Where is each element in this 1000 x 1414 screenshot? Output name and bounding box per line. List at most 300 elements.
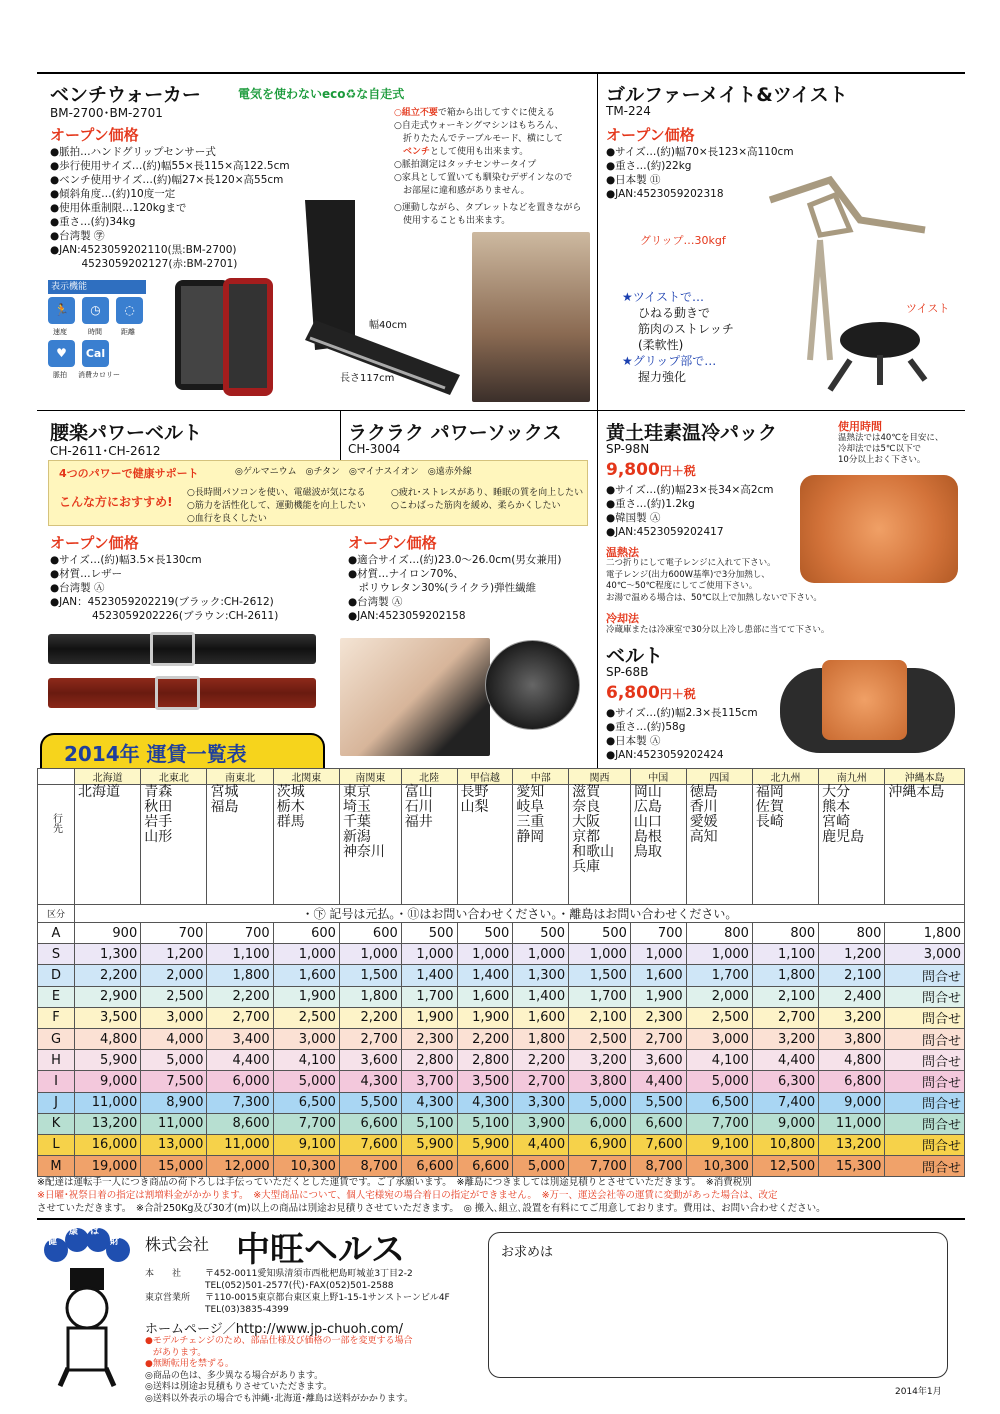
power-label: 4つのパワーで健康サポート: [59, 467, 199, 480]
spec-line: ●韓国製 Ⓐ: [606, 512, 661, 524]
cold-method-title: 冷却法: [606, 612, 639, 625]
feature-line: お部屋に違和感がありません。: [394, 186, 530, 196]
destination-name: 埼玉: [342, 799, 371, 815]
rate-class: M: [38, 1156, 75, 1177]
destination-cell: [819, 785, 885, 905]
belt-pack: [822, 660, 907, 740]
rate-cell: 2,300: [630, 1007, 686, 1028]
rate-cell: 2,500: [141, 986, 207, 1007]
recommend-item: ○血行を良くしたい: [187, 514, 267, 524]
product-photo-socks-sole: [485, 640, 580, 730]
spec-line: ●材質…レザー: [50, 568, 123, 580]
rate-cell: 1,100: [207, 944, 273, 965]
rate-note-row: [38, 905, 965, 923]
rate-cell: 5,100: [401, 1113, 457, 1134]
spec-line: ●脈拍…ハンドグリップセンサー式: [50, 146, 216, 158]
power-item: ◎マイナスイオン: [349, 467, 419, 477]
spec-list: [50, 553, 278, 623]
fine-line: ●モデルチェンジのため、部品仕様及び価格の一部を変更する場合: [145, 1336, 413, 1346]
rate-cell: 1,400: [401, 965, 457, 986]
fine-line: ●無断転用を禁ずる。: [145, 1359, 234, 1369]
row-label: 行先: [50, 813, 62, 833]
rate-class: J: [38, 1092, 75, 1113]
order-label: お求めは: [501, 1245, 554, 1260]
rate-cell: 問合せ: [885, 1007, 965, 1028]
note-line: ※日曜･祝祭日着の指定は割増料金がかかります。 ※大型商品について、個人宅様宛の場合着日の指定ができません。 ※万一、運送会社等の運賃に変動があった場合は、改定: [37, 1190, 778, 1201]
spec-line: ポリウレタン30%(ライクラ)弾性繊維: [348, 582, 537, 594]
spec-line: ●JAN：4523059202219(ブラック:CH-2612): [50, 596, 274, 608]
rate-cell: 900: [75, 923, 141, 944]
rate-cell: 1,000: [686, 944, 752, 965]
rate-cell: 8,900: [141, 1092, 207, 1113]
rate-cell: 7,400: [752, 1092, 818, 1113]
product-title: ラクラク パワーソックス: [348, 422, 562, 444]
rate-cell: 1,000: [457, 944, 513, 965]
rate-class: G: [38, 1028, 75, 1049]
calorie-icon: Cal: [82, 340, 109, 367]
rate-cell: 9,100: [273, 1134, 339, 1155]
rate-cell: 16,000: [75, 1134, 141, 1155]
feature-line: ベンチとして使用も出来ます。: [394, 147, 529, 157]
price-label: オープン価格: [348, 534, 437, 552]
rate-cell: 1,900: [401, 1007, 457, 1028]
destination-name: 香川: [689, 799, 718, 815]
rate-cell: 15,300: [819, 1156, 885, 1177]
product-image-pack: [800, 475, 958, 583]
rate-cell: 問合せ: [885, 1028, 965, 1049]
rate-cell: 5,900: [75, 1050, 141, 1071]
feature-line: ○運動しながら、タブレットなどを置きながら: [394, 203, 582, 213]
usage-line: 10分以上おく下さい。: [838, 455, 926, 465]
destination-name: 徳島: [689, 784, 718, 800]
recommend-label: こんな方におすすめ!: [59, 495, 173, 509]
rate-cell: 1,800: [885, 923, 965, 944]
rate-cell: 12,000: [207, 1156, 273, 1177]
fine-print: [145, 1336, 413, 1405]
company-prefix: 株式会社: [145, 1235, 210, 1254]
rate-cell: 4,300: [457, 1092, 513, 1113]
product-title: ベンチウォーカー: [50, 84, 201, 106]
destination-cell: [630, 785, 686, 905]
destination-name: 熊本: [822, 799, 851, 815]
rate-cell: 10,300: [273, 1156, 339, 1177]
rate-cell: 3,900: [513, 1113, 569, 1134]
destination-name: 愛媛: [689, 814, 718, 830]
product-model: SP-68B: [606, 665, 649, 679]
rate-cell: 1,800: [752, 965, 818, 986]
rate-cell: 19,000: [75, 1156, 141, 1177]
rate-class: K: [38, 1113, 75, 1134]
rate-cell: 9,000: [75, 1071, 141, 1092]
usage-text: [838, 433, 943, 466]
grip-label: グリップ…30kgf: [640, 234, 726, 247]
spec-line: ●JAN:4523059202417: [606, 526, 724, 538]
note-line: ★ツイストで…: [622, 290, 705, 304]
destination-name: 鳥取: [633, 844, 662, 860]
destination-cell: [457, 785, 513, 905]
hot-line: 二つ折りにして電子レンジに入れて下さい。: [606, 558, 776, 568]
rate-cell: 問合せ: [885, 1134, 965, 1155]
rate-cell: 2,800: [457, 1050, 513, 1071]
rate-cell: 2,700: [513, 1071, 569, 1092]
rate-cell: 12,500: [752, 1156, 818, 1177]
rate-cell: 4,400: [513, 1134, 569, 1155]
price-unit: 円＋税: [659, 687, 696, 701]
rate-class: A: [38, 923, 75, 944]
rate-cell: 問合せ: [885, 1071, 965, 1092]
rate-cell: 2,700: [339, 1028, 401, 1049]
destination-name: 奈良: [572, 799, 601, 815]
spec-list: [606, 483, 774, 539]
destination-row: [38, 785, 965, 905]
spec-line: ●JAN:4523059202158: [348, 610, 466, 622]
slogan-char: は: [90, 1227, 100, 1237]
recommend-list-1: [187, 487, 366, 526]
destination-name: 北海道: [78, 784, 120, 800]
notes: [622, 289, 734, 385]
rate-cell: 6,500: [686, 1092, 752, 1113]
destination-name: 青森: [144, 784, 173, 800]
note-line: 筋肉のストレッチ: [638, 322, 734, 336]
rate-cell: 2,000: [141, 965, 207, 986]
hot-method-title: 温熱法: [606, 546, 639, 559]
order-box: [488, 1232, 948, 1378]
rate-cell: 1,100: [752, 944, 818, 965]
rate-cell: 4,300: [339, 1071, 401, 1092]
spec-line: ●日本製 ⑪: [606, 174, 661, 186]
company-name: 中旺ヘルス: [236, 1230, 405, 1270]
spec-line: ●サイズ…(約)幅23×長34×高2cm: [606, 484, 774, 496]
display-label: 表示機能: [48, 280, 146, 294]
rate-cell: 5,000: [513, 1156, 569, 1177]
rate-cell: 2,200: [75, 965, 141, 986]
rate-cell: 8,600: [207, 1113, 273, 1134]
heart-icon: ♥: [48, 340, 75, 367]
spec-line: ●サイズ…(約)幅70×長123×高110cm: [606, 146, 794, 158]
icon-label: 時間: [88, 328, 102, 336]
spec-line: ●適合サイズ…(約)23.0～26.0cm(男女兼用): [348, 554, 562, 566]
rate-cell: 2,500: [273, 1007, 339, 1028]
region-header: 北九州: [752, 769, 818, 785]
rate-cell: 8,700: [630, 1156, 686, 1177]
spec-line: 4523059202127(赤:BM-2701): [50, 258, 238, 270]
rate-cell: 2,700: [207, 1007, 273, 1028]
region-header: 北海道: [75, 769, 141, 785]
issue-date: 2014年1月: [895, 1387, 942, 1397]
rate-cell: 5,500: [339, 1092, 401, 1113]
rate-cell: 7,300: [207, 1092, 273, 1113]
destination-cell: [207, 785, 273, 905]
note-line: 握力強化: [638, 370, 687, 384]
rate-cell: 4,100: [273, 1050, 339, 1071]
rate-cell: 7,700: [686, 1113, 752, 1134]
rate-cell: 500: [569, 923, 631, 944]
icon-label: 距離: [121, 328, 135, 336]
rate-cell: 5,000: [686, 1071, 752, 1092]
mascot-logo: [40, 1228, 132, 1388]
recommend-list-2: [391, 487, 583, 513]
destination-name: 愛知: [516, 784, 545, 800]
product-title: 黄土珪素温冷パック: [606, 422, 778, 444]
destination-name: 山梨: [460, 799, 489, 815]
destination-name: 福岡: [755, 784, 784, 800]
rate-cell: 800: [752, 923, 818, 944]
rate-cell: 1,500: [339, 965, 401, 986]
tagline: 電気を使わないeco♻な自走式: [238, 87, 405, 101]
price: [606, 460, 696, 480]
rate-cell: 2,300: [401, 1028, 457, 1049]
destination-name: 山口: [633, 814, 662, 830]
destination-cell: [752, 785, 818, 905]
spec-line: ●歩行使用サイズ…(約)幅55×長115×高122.5cm: [50, 160, 290, 172]
destination-name: 広島: [633, 799, 662, 815]
product-photo-socks-model: [340, 638, 490, 756]
rate-cell: 問合せ: [885, 1156, 965, 1177]
recommend-item: ○筋力を活性化して、運動機能を向上したい: [187, 501, 366, 511]
note-line: (柔軟性): [638, 338, 684, 352]
col-label: 区分: [38, 905, 75, 923]
hq-label: 本 社: [145, 1269, 182, 1279]
rate-cell: 問合せ: [885, 1050, 965, 1071]
destination-name: 茨城: [276, 784, 305, 800]
rate-cell: 1,900: [457, 1007, 513, 1028]
rate-row: [38, 1156, 965, 1177]
destination-name: 京都: [572, 829, 601, 845]
rate-cell: 問合せ: [885, 1092, 965, 1113]
power-item: ◎ゲルマニウム: [235, 467, 297, 477]
rate-row: [38, 1028, 965, 1049]
destination-name: 大阪: [572, 814, 601, 830]
destination-name: 石川: [404, 799, 433, 815]
region-header: 中国: [630, 769, 686, 785]
rate-cell: 4,000: [141, 1028, 207, 1049]
region-header: 甲信越: [457, 769, 513, 785]
rate-cell: 1,300: [513, 965, 569, 986]
region-header: 南東北: [207, 769, 273, 785]
destination-name: 新潟: [342, 829, 371, 845]
region-header-row: [38, 769, 965, 785]
rate-cell: 3,500: [75, 1007, 141, 1028]
rate-cell: 7,500: [141, 1071, 207, 1092]
homepage-link[interactable]: ホームページ／http://www.jp-chuoh.com/: [145, 1322, 404, 1337]
price: [606, 683, 696, 703]
spec-line: ●材質…ナイロン70%、: [348, 568, 464, 580]
rate-title-tab: [40, 733, 325, 768]
power-list: [235, 466, 472, 479]
rate-cell: 4,400: [207, 1050, 273, 1071]
rate-cell: 11,000: [75, 1092, 141, 1113]
rate-cell: 11,000: [819, 1113, 885, 1134]
hq-address: 〒452-0011愛知県清須市西枇杷島町城並3丁目2-2: [205, 1269, 413, 1279]
destination-name: 富山: [404, 784, 433, 800]
rate-cell: 5,900: [401, 1134, 457, 1155]
rate-cell: 4,800: [75, 1028, 141, 1049]
dimension-length: 長さ117cm: [340, 373, 395, 384]
product-model: SP-98N: [606, 442, 650, 456]
tokyo-label: 東京営業所: [145, 1293, 191, 1303]
rate-cell: 13,200: [75, 1113, 141, 1134]
spec-list: [348, 553, 561, 623]
destination-name: 鹿児島: [822, 829, 865, 845]
destination-name: 岐阜: [516, 799, 545, 815]
slogan-char: 財: [110, 1237, 120, 1247]
destination-cell: [339, 785, 401, 905]
rate-cell: 10,800: [752, 1134, 818, 1155]
rate-row: [38, 1071, 965, 1092]
rate-cell: 9,100: [686, 1134, 752, 1155]
rate-cell: 15,000: [141, 1156, 207, 1177]
spec-line: ●台湾製 Ⓐ: [348, 596, 403, 608]
destination-name: 静岡: [516, 829, 545, 845]
rate-cell: 3,800: [819, 1028, 885, 1049]
spec-line: ●傾斜角度…(約)10度一定: [50, 188, 176, 200]
rate-note: ・㊦ 記号は元払。・⑪はお問い合わせください。・離島はお問い合わせください。: [75, 905, 965, 923]
destination-name: 滋賀: [572, 784, 601, 800]
product-model: BM-2700･BM-2701: [50, 106, 163, 120]
rate-cell: 800: [686, 923, 752, 944]
icon-label: 脈拍: [53, 371, 67, 379]
product-model: CH-3004: [348, 442, 401, 456]
fine-line: ◎商品の色は、多少異なる場合があります。: [145, 1370, 324, 1381]
rate-cell: 4,800: [819, 1050, 885, 1071]
price-value: 6,800: [606, 683, 660, 703]
corner-cell: [38, 769, 75, 785]
rate-row: [38, 944, 965, 965]
destination-cell: [885, 785, 965, 905]
destination-name: 佐賀: [755, 799, 784, 815]
belt-buckle: [155, 676, 200, 710]
spec-line: 4523059202226(ブラウン:CH-2611): [50, 610, 279, 622]
tokyo-address: 〒110-0015東京都台東区東上野1-15-1サンストーンビル4F: [205, 1293, 450, 1303]
usage-title: 使用時間: [838, 420, 882, 433]
destination-name: 兵庫: [572, 859, 601, 875]
rate-cell: 1,500: [569, 965, 631, 986]
destination-name: 東京: [342, 784, 371, 800]
destination-name: 宮崎: [822, 814, 851, 830]
rate-cell: 3,200: [819, 1007, 885, 1028]
dimension-width: 幅40cm: [369, 320, 407, 331]
rate-cell: 3,200: [569, 1050, 631, 1071]
slogan-char: 健: [48, 1237, 58, 1247]
belt-buckle: [150, 632, 195, 666]
destination-cell: [141, 785, 207, 905]
destination-cell: [686, 785, 752, 905]
rate-cell: 1,700: [401, 986, 457, 1007]
rate-cell: 800: [819, 923, 885, 944]
destination-name: 高知: [689, 829, 718, 845]
spec-line: ●使用体重制限…120kgまで: [50, 202, 187, 214]
rate-cell: 5,000: [141, 1050, 207, 1071]
rate-cell: 1,900: [273, 986, 339, 1007]
clock-icon: ◷: [82, 297, 109, 324]
spec-line: ●サイズ…(約)幅3.5×長130cm: [50, 554, 202, 566]
price-unit: 円＋税: [659, 464, 696, 478]
rate-cell: 1,900: [630, 986, 686, 1007]
hot-method-text: [606, 558, 822, 604]
rate-cell: 5,000: [569, 1092, 631, 1113]
rate-cell: 9,000: [819, 1092, 885, 1113]
hot-line: 電子レンジ(出力600W基準)で3分加熱し、: [606, 569, 770, 580]
rate-cell: 700: [141, 923, 207, 944]
destination-name: 大分: [822, 784, 851, 800]
rate-cell: 5,500: [630, 1092, 686, 1113]
rate-cell: 問合せ: [885, 1113, 965, 1134]
rate-cell: 3,000: [141, 1007, 207, 1028]
rate-class: F: [38, 1007, 75, 1028]
destination-name: 群馬: [276, 814, 305, 830]
distance-icon: ◌: [116, 297, 143, 324]
price-label: オープン価格: [50, 126, 139, 144]
rate-cell: 700: [630, 923, 686, 944]
rate-cell: 4,400: [752, 1050, 818, 1071]
product-model: TM-224: [606, 104, 651, 118]
rate-cell: 6,800: [819, 1071, 885, 1092]
hot-line: 40℃～50℃程度にしてご使用下さい。: [606, 581, 758, 591]
rate-cell: 2,900: [75, 986, 141, 1007]
twist-label: ツイスト: [906, 302, 950, 315]
destination-cell: [513, 785, 569, 905]
rate-title: 2014年 運賃一覧表: [64, 742, 247, 766]
destination-name: 栃木: [276, 799, 305, 815]
fine-line: ◎送料以外表示の場合でも沖縄･北海道･離島は送料がかかります。: [145, 1393, 414, 1404]
rate-cell: 1,800: [339, 986, 401, 1007]
rate-cell: 1,800: [513, 1028, 569, 1049]
destination-name: 沖縄本島: [888, 784, 945, 800]
rate-cell: 500: [401, 923, 457, 944]
rate-cell: 5,900: [457, 1134, 513, 1155]
note-line: ※配達は運転手一人につき商品の荷下ろしは手伝っていただくとした運賃です。ご了承願います。 ※離島につきましては別途見積りとさせていただきます。 ※消費税別: [37, 1177, 752, 1188]
speed-icon: 🏃: [48, 297, 75, 324]
rate-class: L: [38, 1134, 75, 1155]
rate-cell: 2,500: [686, 1007, 752, 1028]
recommend-box: [48, 460, 588, 526]
rate-cell: 2,100: [752, 986, 818, 1007]
rate-cell: 1,000: [630, 944, 686, 965]
rate-cell: 5,100: [457, 1113, 513, 1134]
rate-cell: 1,400: [457, 965, 513, 986]
fine-line: があります。: [153, 1347, 207, 1358]
feature-line: ○自走式ウォーキングマシンはもちろん、: [394, 121, 564, 131]
region-header: 北陸: [401, 769, 457, 785]
rate-cell: 4,300: [401, 1092, 457, 1113]
destination-name: 長野: [460, 784, 489, 800]
spec-line: ●重さ…(約)1.2kg: [606, 498, 695, 510]
feature-line: ○家具として置いても馴染むデザインなので: [394, 173, 573, 183]
rate-cell: 1,400: [513, 986, 569, 1007]
recommend-item: ○長時間パソコンを使い、電磁波が気になる: [187, 488, 366, 498]
feature-line: 折りたたんでテーブルモード、横にして: [394, 134, 564, 144]
note-line: ★グリップ部で…: [622, 354, 717, 368]
rate-cell: 6,000: [569, 1113, 631, 1134]
rate-cell: 1,200: [141, 944, 207, 965]
rate-cell: 6,300: [752, 1071, 818, 1092]
rate-cell: 2,200: [339, 1007, 401, 1028]
rate-cell: 3,400: [207, 1028, 273, 1049]
rate-cell: 1,000: [569, 944, 631, 965]
rate-cell: 2,200: [207, 986, 273, 1007]
rate-cell: 9,000: [752, 1113, 818, 1134]
spec-list: [606, 706, 758, 762]
destination-name: 岩手: [144, 814, 173, 830]
company-addresses: [145, 1268, 450, 1316]
power-item: ◎チタン: [305, 467, 341, 477]
rate-row: [38, 1092, 965, 1113]
rate-cell: 3,200: [752, 1028, 818, 1049]
hq-tel: TEL(052)501-2577(代)･FAX(052)501-2588: [205, 1281, 394, 1291]
spec-line: ●台湾製 Ⓐ: [50, 582, 105, 594]
rate-class: S: [38, 944, 75, 965]
icon-label: 速度: [53, 328, 67, 336]
